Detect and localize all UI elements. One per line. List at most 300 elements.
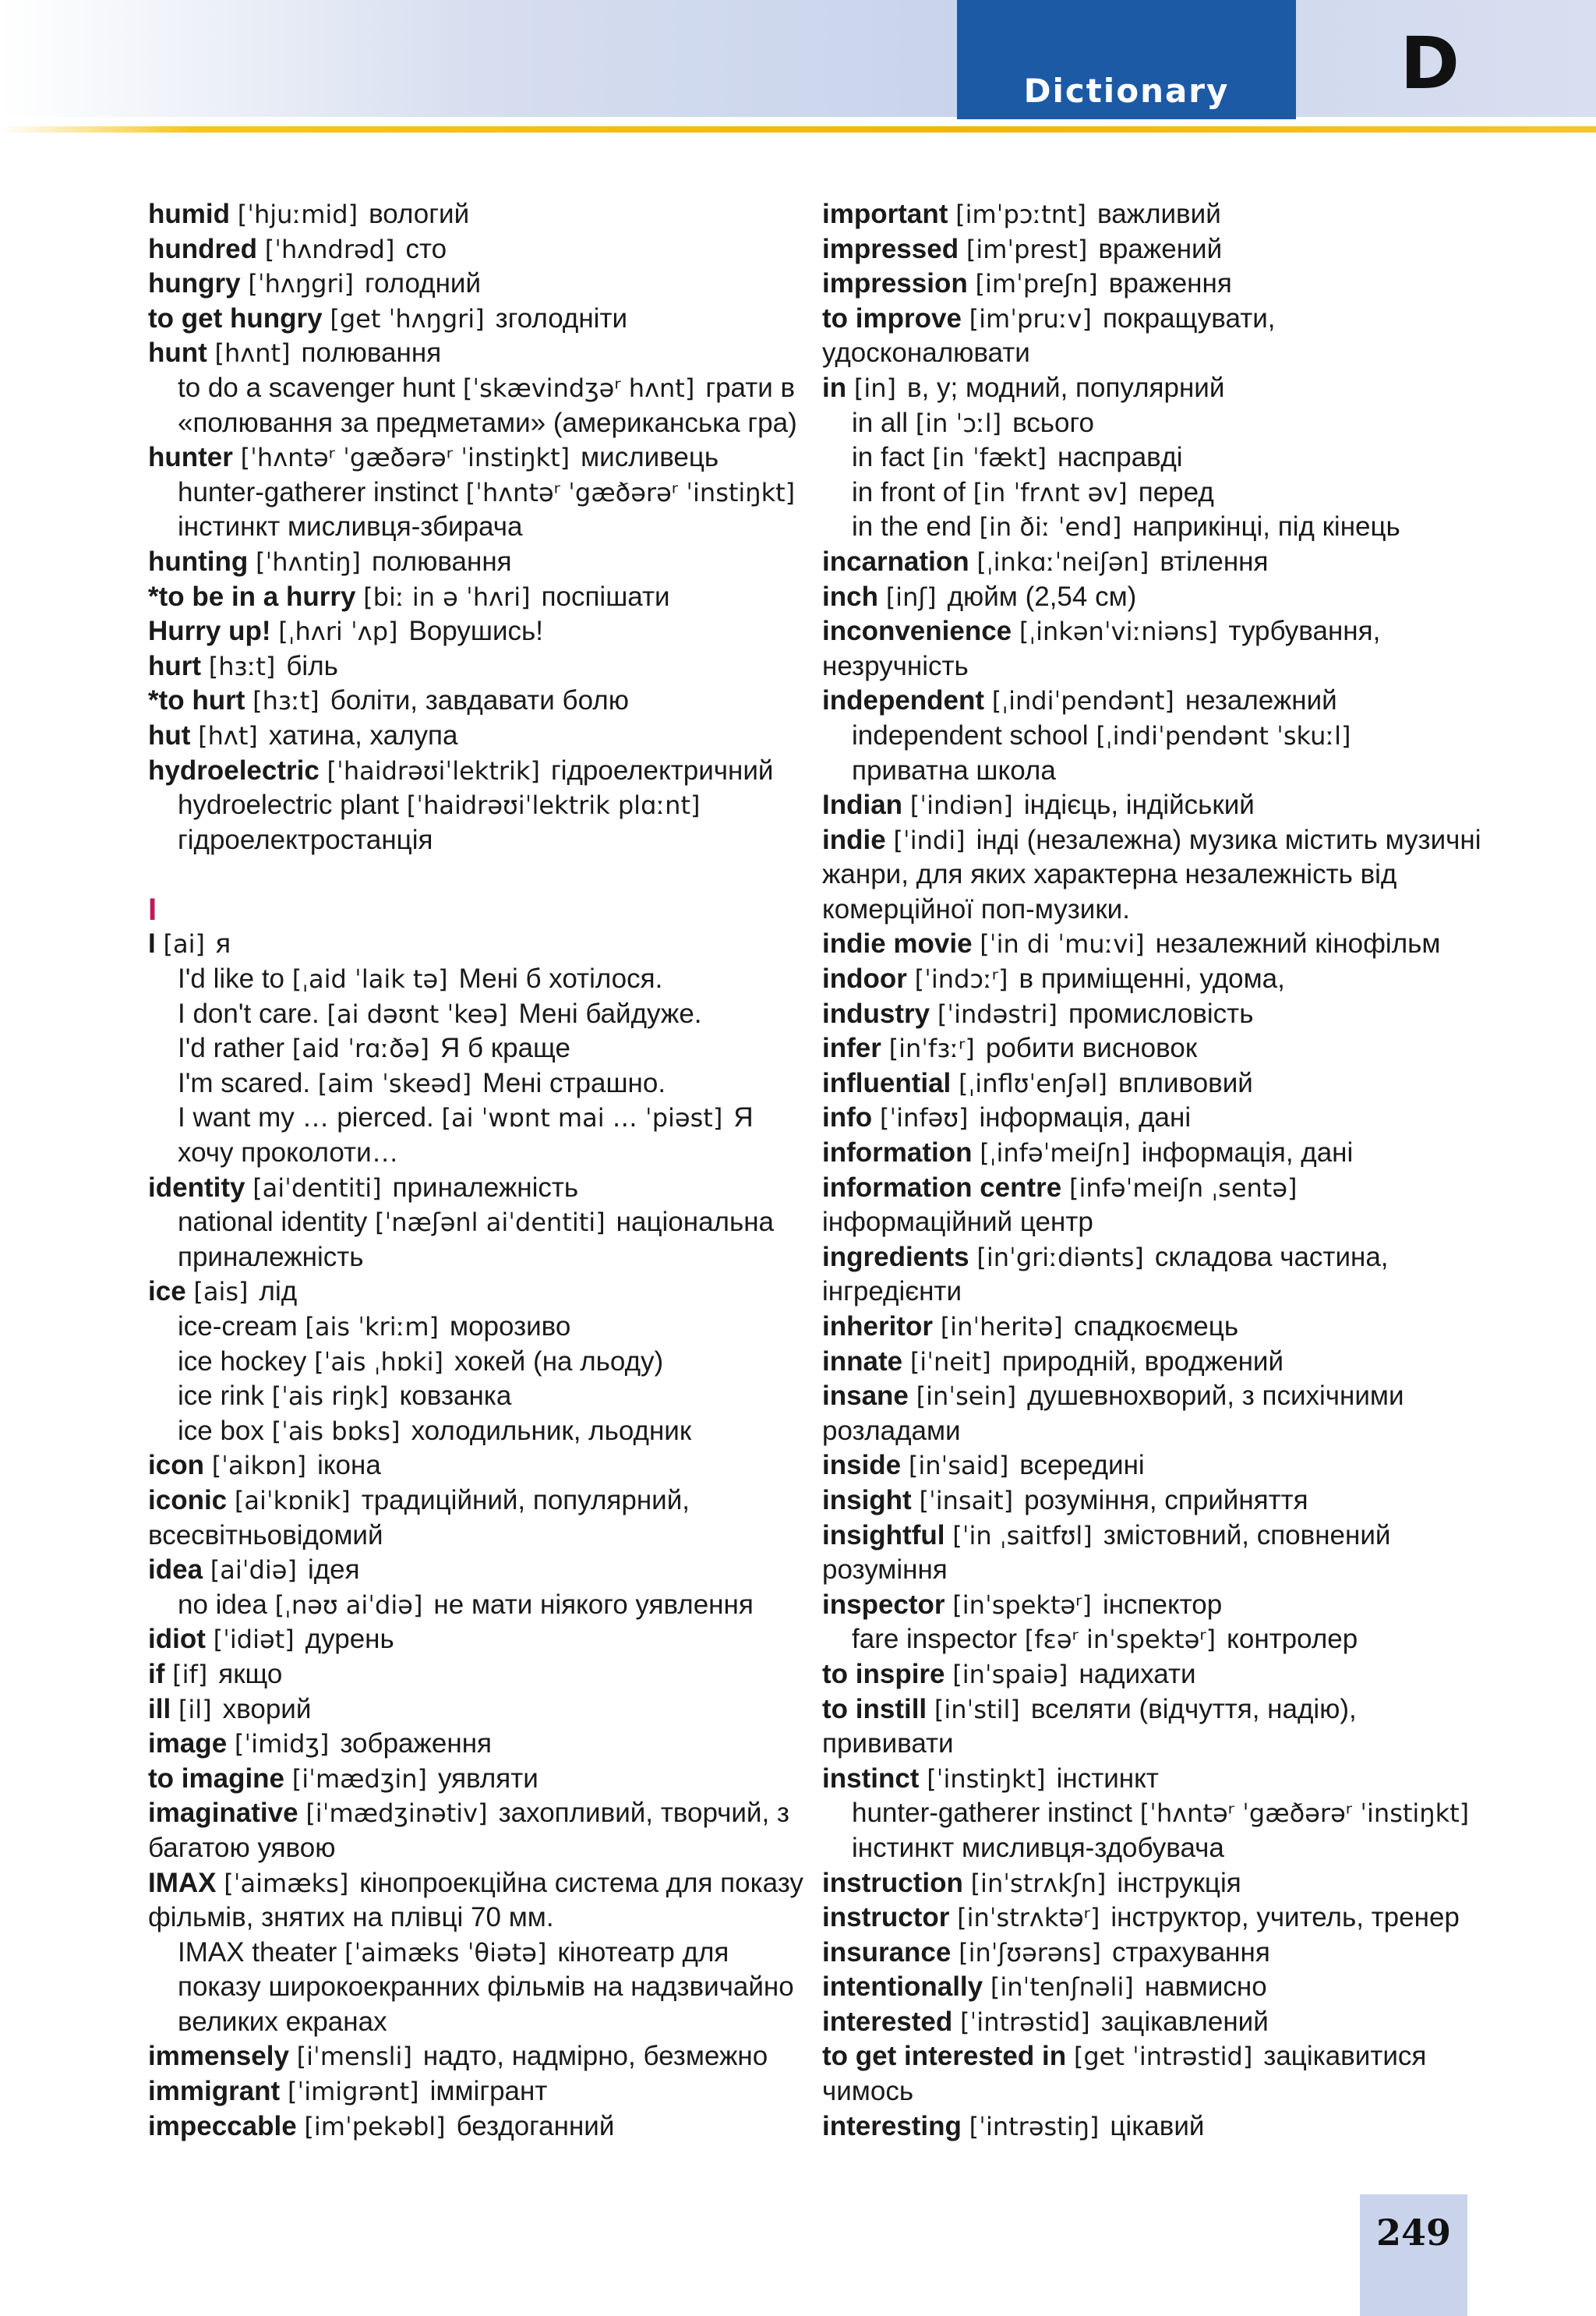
transcription: [aiˈkɒnik] (234, 1485, 351, 1515)
translation: хокей (на льоду) (454, 1345, 664, 1377)
translation: якщо (218, 1658, 283, 1689)
transcription: [ˈais riŋk] (271, 1381, 389, 1412)
continuation-text: чимось (822, 2076, 914, 2107)
translation: в приміщенні, удома, (1019, 964, 1285, 995)
headword: info (822, 1102, 873, 1133)
headword: I want my … pierced. (178, 1102, 434, 1133)
dictionary-entry (148, 1483, 795, 1519)
headword: influential (822, 1067, 952, 1098)
continuation-text: приватна школа (852, 755, 1056, 786)
headword: to instill (822, 1693, 927, 1724)
blank-line (148, 857, 795, 893)
headword: ingredients (822, 1241, 969, 1272)
transcription: [ˈimigrənt] (287, 2077, 419, 2107)
transcription: [inˈstrʌktəʳ] (957, 1903, 1100, 1933)
header-title: Dictionary (1023, 72, 1230, 110)
translation: важливий (1097, 199, 1221, 229)
headword: insightful (822, 1519, 945, 1550)
dictionary-entry (822, 580, 1508, 615)
headword: interested (822, 2006, 953, 2037)
headword: in the end (852, 511, 972, 543)
sub-entry (822, 406, 1508, 441)
dictionary-entry (822, 1101, 1508, 1136)
transcription: [ˈinsait] (919, 1485, 1014, 1515)
transcription: [ˌindiˈpendənt] (991, 686, 1174, 716)
translation: інформація, дані (1141, 1137, 1354, 1169)
transcription: [in ˈɔːl] (915, 408, 1002, 438)
translation: інструкція (1117, 1867, 1241, 1898)
sub-entry (148, 1066, 795, 1101)
transcription: [imˈpruːv] (969, 303, 1092, 334)
headword: image (148, 1728, 228, 1759)
headword: to inspire (822, 1658, 945, 1689)
sub-entry (148, 1936, 795, 1971)
translation: природній, вроджений (1001, 1345, 1284, 1377)
dictionary-entry (148, 1727, 795, 1762)
section-letter-marker: I (148, 892, 157, 927)
dictionary-entry (822, 2005, 1508, 2040)
transcription: [iˈmædʒinətiv] (305, 1798, 488, 1829)
dictionary-entry (822, 1657, 1508, 1692)
transcription: [ˈhʌntiŋ] (256, 546, 361, 577)
translation: всього (1012, 407, 1094, 438)
transcription: [inʃ] (885, 582, 937, 612)
translation: спадкоємець (1073, 1311, 1239, 1342)
headword: *to be in a hurry (148, 581, 356, 612)
sub-entry (822, 1796, 1508, 1831)
headword: indoor (822, 964, 907, 995)
dictionary-entry (148, 2039, 795, 2074)
translation: інспектор (1102, 1589, 1223, 1620)
continuation-text: всесвітньовідомий (148, 1519, 383, 1550)
dictionary-entry (822, 823, 1508, 858)
dictionary-entry (822, 2109, 1508, 2145)
dictionary-entry (148, 545, 795, 580)
translation: вражений (1098, 233, 1223, 264)
headword: information (822, 1137, 973, 1169)
transcription: [hʌt] (198, 720, 258, 751)
continuation-text: фільмів, знятих на плівці 70 мм. (148, 1902, 554, 1933)
headword: hunter (148, 442, 233, 473)
transcription: [inˈspektəʳ] (952, 1589, 1092, 1620)
continuation-text: комерційної поп-музики. (822, 893, 1130, 925)
sub-entry (148, 997, 795, 1032)
translation: гідроелектричний (550, 755, 774, 786)
headword: hunting (148, 546, 249, 577)
continuation-text: інформаційний центр (822, 1207, 1093, 1238)
headword: interesting (822, 2110, 962, 2141)
section-letter: D (1400, 22, 1460, 105)
transcription: [in ðiː ˈend] (979, 512, 1122, 543)
transcription: [ˈhaidrəʊiˈlektrik] (327, 755, 540, 786)
transcription: [ˈintrəstid] (960, 2007, 1090, 2037)
translation: мисливець (581, 442, 719, 473)
headword: ice rink (178, 1381, 264, 1412)
entry-continuation (148, 1970, 795, 2005)
headword: indie movie (822, 928, 973, 960)
transcription: [ˈhʌntəʳ ˈgæðərəʳ ˈinstiŋkt] (1139, 1798, 1470, 1829)
dictionary-entry (148, 719, 795, 754)
transcription: [ˌinkɑːˈneiʃən] (976, 546, 1149, 577)
entry-continuation (822, 649, 1508, 684)
dictionary-entry (822, 614, 1508, 649)
headword: ice-cream (178, 1311, 298, 1342)
translation: надто, надмірно, безмежно (422, 2041, 768, 2072)
dictionary-entry (822, 1866, 1508, 1901)
translation: я (215, 928, 231, 960)
dictionary-entry (148, 2074, 795, 2109)
dictionary-entry (822, 997, 1508, 1032)
headword: to get interested in (822, 2041, 1067, 2072)
translation: цікавий (1110, 2110, 1205, 2141)
sub-entry (148, 1031, 795, 1066)
headword: impression (822, 268, 968, 299)
transcription: [ˈin di ˈmuːvi] (980, 929, 1145, 960)
transcription: [in ˈfækt] (932, 443, 1047, 473)
headword: hydroelectric (148, 755, 320, 786)
translation: турбування, (1228, 616, 1381, 647)
translation: уявляти (437, 1763, 538, 1794)
headword: insurance (822, 1936, 952, 1968)
headword: if (148, 1658, 165, 1689)
headword: I'm scared. (178, 1067, 311, 1098)
dictionary-entry (822, 1970, 1508, 2005)
transcription: [ˈhjuːmid] (237, 200, 358, 229)
transcription: [inˈʃʊərəns] (959, 1937, 1102, 1968)
dictionary-entry (822, 1901, 1508, 1936)
translation: інді (незалежна) музика містить музичні (976, 824, 1481, 855)
transcription: [ˈindiən] (909, 790, 1013, 821)
dictionary-entry (148, 754, 795, 789)
headword: no idea (178, 1589, 267, 1620)
transcription: [imˈpekəbl] (304, 2111, 446, 2141)
sub-entry (148, 1414, 795, 1449)
headword: instinct (822, 1763, 920, 1794)
headword: ice hockey (178, 1345, 307, 1377)
left-column (148, 197, 803, 2144)
translation: захопливий, творчий, з (498, 1798, 789, 1829)
sub-entry (148, 1310, 795, 1345)
headword: icon (148, 1450, 204, 1481)
continuation-text: багатою уявою (148, 1832, 336, 1863)
translation: страхування (1112, 1936, 1270, 1968)
transcription: [inˈheritə] (940, 1312, 1063, 1342)
translation: бездоганний (456, 2110, 615, 2141)
transcription: [ˌinkənˈviːniəns] (1019, 617, 1218, 647)
sub-entry (148, 476, 795, 511)
sub-entry (148, 1205, 795, 1240)
entry-continuation (148, 1831, 795, 1866)
translation: вологий (369, 199, 470, 229)
translation: голодний (364, 268, 482, 299)
translation: грати в (705, 372, 796, 403)
headword: ill (148, 1693, 171, 1724)
transcription: [ˈinstiŋkt] (927, 1763, 1046, 1794)
transcription: [ai] (163, 929, 205, 960)
headword: insane (822, 1381, 909, 1412)
dictionary-entry (822, 1519, 1508, 1554)
entry-continuation (822, 893, 1508, 928)
transcription: [inˈfɜːʳ] (888, 1034, 975, 1064)
translation: враження (1108, 268, 1232, 299)
translation: ідея (307, 1554, 360, 1586)
dictionary-entry (822, 302, 1508, 337)
transcription: [biː in ə ˈhʌri] (363, 582, 531, 612)
dictionary-entry (148, 1866, 803, 1901)
dictionary-entry (148, 440, 795, 476)
headword: hunter-gatherer instinct (178, 476, 458, 507)
translation: кінопроекційна система для показу (359, 1867, 803, 1898)
translation: насправді (1058, 442, 1183, 473)
headword: fare inspector (852, 1624, 1018, 1655)
translation: всередині (1019, 1450, 1145, 1481)
translation: Я б краще (440, 1033, 570, 1064)
translation: покращувати, (1102, 302, 1276, 334)
transcription: [ais ˈkriːm] (305, 1312, 440, 1342)
transcription: [ˈaimæks] (224, 1868, 349, 1898)
transcription: [ˈaimæks ˈθiətə] (344, 1937, 547, 1968)
headword: Indian (822, 790, 903, 821)
transcription: [ˈimidʒ] (234, 1729, 330, 1759)
transcription: [ˌindiˈpendənt ˈskuːl] (1096, 720, 1351, 751)
headword: IMAX theater (178, 1936, 337, 1968)
page-number-box (1360, 2194, 1467, 2316)
header-tab (957, 0, 1296, 119)
dictionary-entry (822, 1379, 1508, 1414)
entry-continuation (822, 2074, 1508, 2109)
transcription: [ˌinfəˈmeiʃn] (980, 1138, 1131, 1169)
dictionary-entry (822, 2039, 1508, 2074)
transcription: [ˈindɔːʳ] (914, 964, 1008, 995)
dictionary-entry (148, 927, 795, 962)
continuation-text: розуміння (822, 1554, 948, 1586)
continuation-text: великих екранах (178, 2006, 387, 2037)
dictionary-entry (822, 1936, 1508, 1971)
dictionary-entry (822, 197, 1508, 232)
transcription: [infəˈmeiʃn ˌsentə] (1069, 1172, 1298, 1203)
dictionary-entry (148, 614, 795, 649)
dictionary-entry (148, 1275, 795, 1310)
entry-continuation (822, 1275, 1508, 1310)
translation: хворий (222, 1693, 312, 1724)
transcription: [imˈpɔːtnt] (955, 200, 1086, 229)
entry-continuation (822, 1831, 1508, 1866)
translation: робити висновок (985, 1033, 1198, 1064)
dictionary-entry (148, 267, 795, 302)
transcription: [ˈais bɒks] (271, 1416, 401, 1446)
dictionary-entry (822, 1136, 1508, 1171)
dictionary-entry (822, 1240, 1508, 1275)
transcription: [inˈspaiə] (952, 1659, 1068, 1689)
headword: incarnation (822, 546, 969, 577)
dictionary-entry (148, 1692, 795, 1727)
dictionary-entry (148, 1762, 795, 1797)
translation: дурень (305, 1624, 394, 1655)
entry-continuation (822, 1553, 1508, 1588)
entry-continuation (822, 1414, 1508, 1449)
translation: зацікавитися (1263, 2041, 1427, 2072)
headword: independent school (852, 720, 1089, 751)
continuation-text: інгредієнти (822, 1276, 962, 1307)
headword: I (148, 928, 156, 960)
translation: не мати ніякого уявлення (433, 1589, 754, 1620)
dictionary-entry (148, 649, 795, 684)
headword: insight (822, 1484, 912, 1515)
headword: hurt (148, 650, 202, 681)
transcription: [ˌaid ˈlaik tə] (291, 964, 448, 995)
letter-section-marker (148, 893, 795, 928)
transcription: [get ˈhʌŋgri] (330, 303, 485, 334)
headword: Hurry up! (148, 616, 271, 647)
continuation-text: гідроелектростанція (178, 824, 433, 855)
transcription: [imˈprest] (966, 234, 1088, 264)
transcription: [iˈmensli] (296, 2042, 412, 2072)
dictionary-entry (822, 788, 1508, 823)
translation: втілення (1160, 546, 1269, 577)
translation: незалежний (1185, 685, 1337, 716)
transcription: [aid ˈrɑːðə] (291, 1034, 430, 1064)
transcription: [aiˈdiə] (210, 1555, 297, 1586)
dictionary-entry (822, 267, 1508, 302)
transcription: [ˌinflʊˈenʃəl] (959, 1068, 1107, 1098)
sub-entry (822, 719, 1508, 754)
continuation-text: прививати (822, 1728, 954, 1759)
dictionary-entry (148, 1796, 795, 1831)
transcription: [ˈskævindʒəʳ hʌnt] (462, 373, 695, 403)
translation: кінотеатр для (557, 1936, 729, 1968)
translation: інформація, дані (979, 1102, 1192, 1133)
headword: immensely (148, 2041, 289, 2072)
transcription: [ˈhʌndrəd] (264, 234, 395, 264)
dictionary-entry (822, 371, 1508, 406)
translation: індієць, індійський (1023, 790, 1255, 821)
headword: immigrant (148, 2076, 281, 2107)
translation: Мені б хотілося. (458, 964, 663, 995)
dictionary-entry (822, 962, 1508, 997)
headword: hut (148, 720, 191, 751)
entry-continuation (148, 2005, 795, 2040)
sub-entry (148, 1101, 795, 1136)
transcription: [inˈgriːdiənts] (976, 1242, 1144, 1272)
transcription: [imˈpreʃn] (975, 269, 1098, 299)
headword: iconic (148, 1484, 228, 1515)
translation: контролер (1227, 1624, 1358, 1655)
dictionary-entry (822, 927, 1508, 962)
transcription: [ˌnəʊ aiˈdiə] (274, 1589, 423, 1620)
headword: infer (822, 1033, 881, 1064)
translation: інструктор, учитель, тренер (1110, 1902, 1460, 1933)
transcription: [get ˈintrəstid] (1073, 2042, 1253, 2072)
translation: навмисно (1144, 1971, 1267, 2003)
transcription: [iˈmædʒin] (291, 1763, 427, 1794)
sub-entry (148, 788, 795, 823)
headword: IMAX (148, 1867, 217, 1898)
headword: to improve (822, 302, 962, 334)
dictionary-entry (822, 1066, 1508, 1101)
header-rule (0, 126, 1596, 133)
dictionary-entry (822, 545, 1508, 580)
continuation-text: приналежність (178, 1241, 364, 1272)
translation: сто (405, 233, 447, 264)
transcription: [hɜːt] (252, 686, 320, 716)
continuation-text: жанри, для яких характерна незалежність від (822, 859, 1397, 890)
headword: instruction (822, 1867, 963, 1898)
headword: in all (852, 407, 908, 438)
sub-entry (148, 1379, 795, 1414)
transcription: [hɜːt] (208, 651, 276, 681)
translation: душевнохворий, з психічними (1027, 1381, 1404, 1412)
translation: зображення (340, 1728, 492, 1759)
headword: important (822, 199, 948, 229)
entry-continuation (822, 754, 1508, 789)
sub-entry (148, 1588, 795, 1623)
transcription: [inˈstil] (934, 1694, 1020, 1724)
translation: поспішати (541, 581, 670, 612)
header-band (0, 0, 1596, 117)
dictionary-entry (148, 684, 795, 719)
transcription: [inˈsein] (916, 1381, 1017, 1412)
headword: to get hungry (148, 302, 323, 334)
entry-continuation (822, 1205, 1508, 1240)
sub-entry (822, 440, 1508, 476)
transcription: [ˈaikɒn] (211, 1451, 307, 1481)
headword: ice (148, 1276, 186, 1307)
dictionary-entry (822, 1171, 1508, 1206)
transcription: [ˈindi] (893, 825, 966, 855)
dictionary-entry (148, 1448, 795, 1483)
transcription: [il] (178, 1694, 212, 1724)
dictionary-entry (148, 1171, 795, 1206)
continuation-text: удосконалювати (822, 338, 1030, 369)
translation: надихати (1079, 1658, 1196, 1689)
continuation-text: хочу проколоти… (178, 1137, 399, 1169)
transcription: [ˌhʌri ˈʌp] (278, 617, 398, 647)
headword: *to hurt (148, 685, 245, 716)
translation: промисловість (1068, 998, 1254, 1029)
transcription: [ˈnæʃənl aiˈdentiti] (374, 1208, 606, 1238)
entry-continuation (148, 510, 795, 545)
translation: змістовний, сповнений (1103, 1519, 1391, 1550)
headword: identity (148, 1172, 245, 1203)
headword: to do a scavenger hunt (178, 372, 456, 403)
translation: боліти, завдавати болю (330, 685, 629, 716)
headword: to imagine (148, 1763, 285, 1794)
sub-entry (148, 1345, 795, 1380)
entry-continuation (148, 1901, 795, 1936)
continuation-text: показу широкоекранних фільмів на надзвичайно (178, 1971, 794, 2003)
translation: інстинкт (1056, 1763, 1159, 1794)
headword: inside (822, 1450, 902, 1481)
headword: inch (822, 581, 878, 612)
transcription: [ˈhaidrəʊiˈlektrik plɑːnt] (406, 790, 701, 821)
translation: полювання (372, 546, 512, 577)
dictionary-entry (822, 1031, 1508, 1066)
transcription: [ˈhʌntəʳ ˈgæðərəʳ ˈinstiŋkt] (465, 477, 796, 507)
translation: приналежність (392, 1172, 579, 1203)
translation: ікона (317, 1450, 381, 1481)
transcription: [in] (853, 373, 896, 403)
headword: I'd rather (178, 1033, 285, 1064)
headword: hydroelectric plant (178, 790, 400, 821)
translation: холодильник, льодник (411, 1415, 692, 1446)
transcription: [ai ˈwɒnt mai … ˈpiəst] (441, 1103, 723, 1133)
entry-continuation (822, 1727, 1508, 1762)
headword: hunter-gatherer instinct (852, 1798, 1132, 1829)
translation: хатина, халупа (268, 720, 458, 751)
sub-entry (822, 476, 1508, 511)
translation: іммігрант (429, 2076, 548, 2107)
transcription: [ˈintrəstiŋ] (969, 2111, 1100, 2141)
